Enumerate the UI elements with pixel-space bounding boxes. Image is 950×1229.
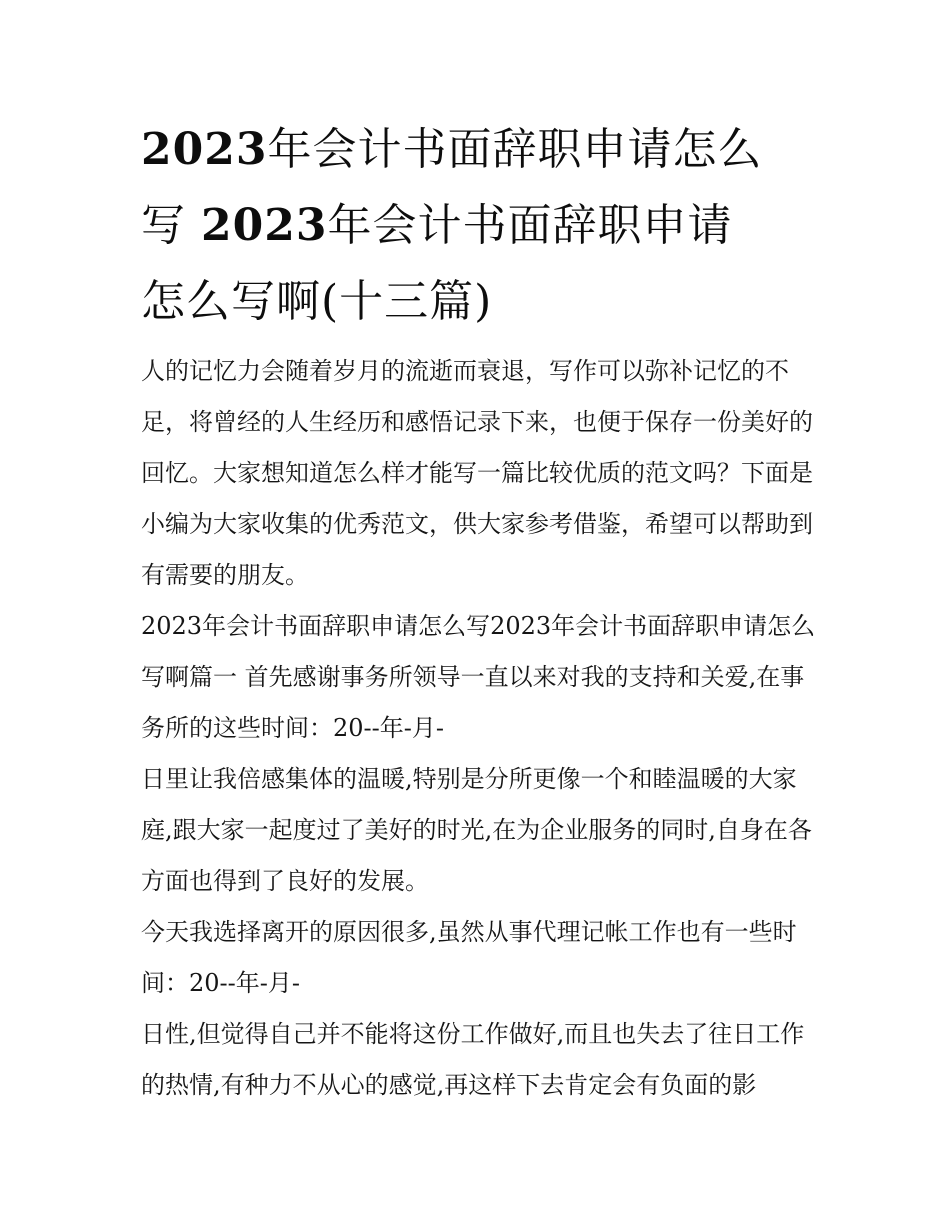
intro-paragraph: 人的记忆力会随着岁月的流逝而衰退，写作可以弥补记忆的不足，将曾经的人生经历和感悟记录下来，也便于保存一份美好的回忆。大家想知道怎么样才能写一篇比较优质的范文吗？下面是小编为大家收集的优秀范文，供大家参考借鉴，希望可以帮助到有需要的朋友。 (141, 357, 813, 589)
title-text: 写 (141, 200, 201, 251)
title-text: 年会计书面辞职申请 (327, 200, 733, 251)
title-text: 怎么写啊(十三篇) (141, 276, 493, 327)
title-line-2 (141, 188, 816, 264)
document-page (141, 112, 816, 1111)
title-line-1 (141, 112, 816, 188)
title-year: 2023 (201, 200, 328, 251)
body-paragraph: 日里让我倍感集体的温暖,特别是分所更像一个和睦温暖的大家庭,跟大家一起度过了美好的时光,在为企业服务的同时,自身在各方面也得到了良好的发展。 (141, 765, 812, 895)
title-year: 2023 (141, 124, 268, 175)
body-paragraph: 今天我选择离开的原因很多,虽然从事代理记帐工作也有一些时间：20--年-月- (141, 918, 797, 997)
title-line-3 (141, 264, 816, 340)
document-title (141, 112, 816, 340)
body-paragraph: 2023年会计书面辞职申请怎么写2023年会计书面辞职申请怎么写啊篇一 首先感谢事务所领导一直以来对我的支持和关爱,在事务所的这些时间：20--年-月- (141, 612, 816, 742)
body-paragraph: 日性,但觉得自己并不能将这份工作做好,而且也失去了往日工作的热情,有种力不从心的感觉,再这样下去肯定会有负面的影 (141, 1020, 805, 1099)
title-text: 年会计书面辞职申请怎么 (267, 124, 763, 175)
